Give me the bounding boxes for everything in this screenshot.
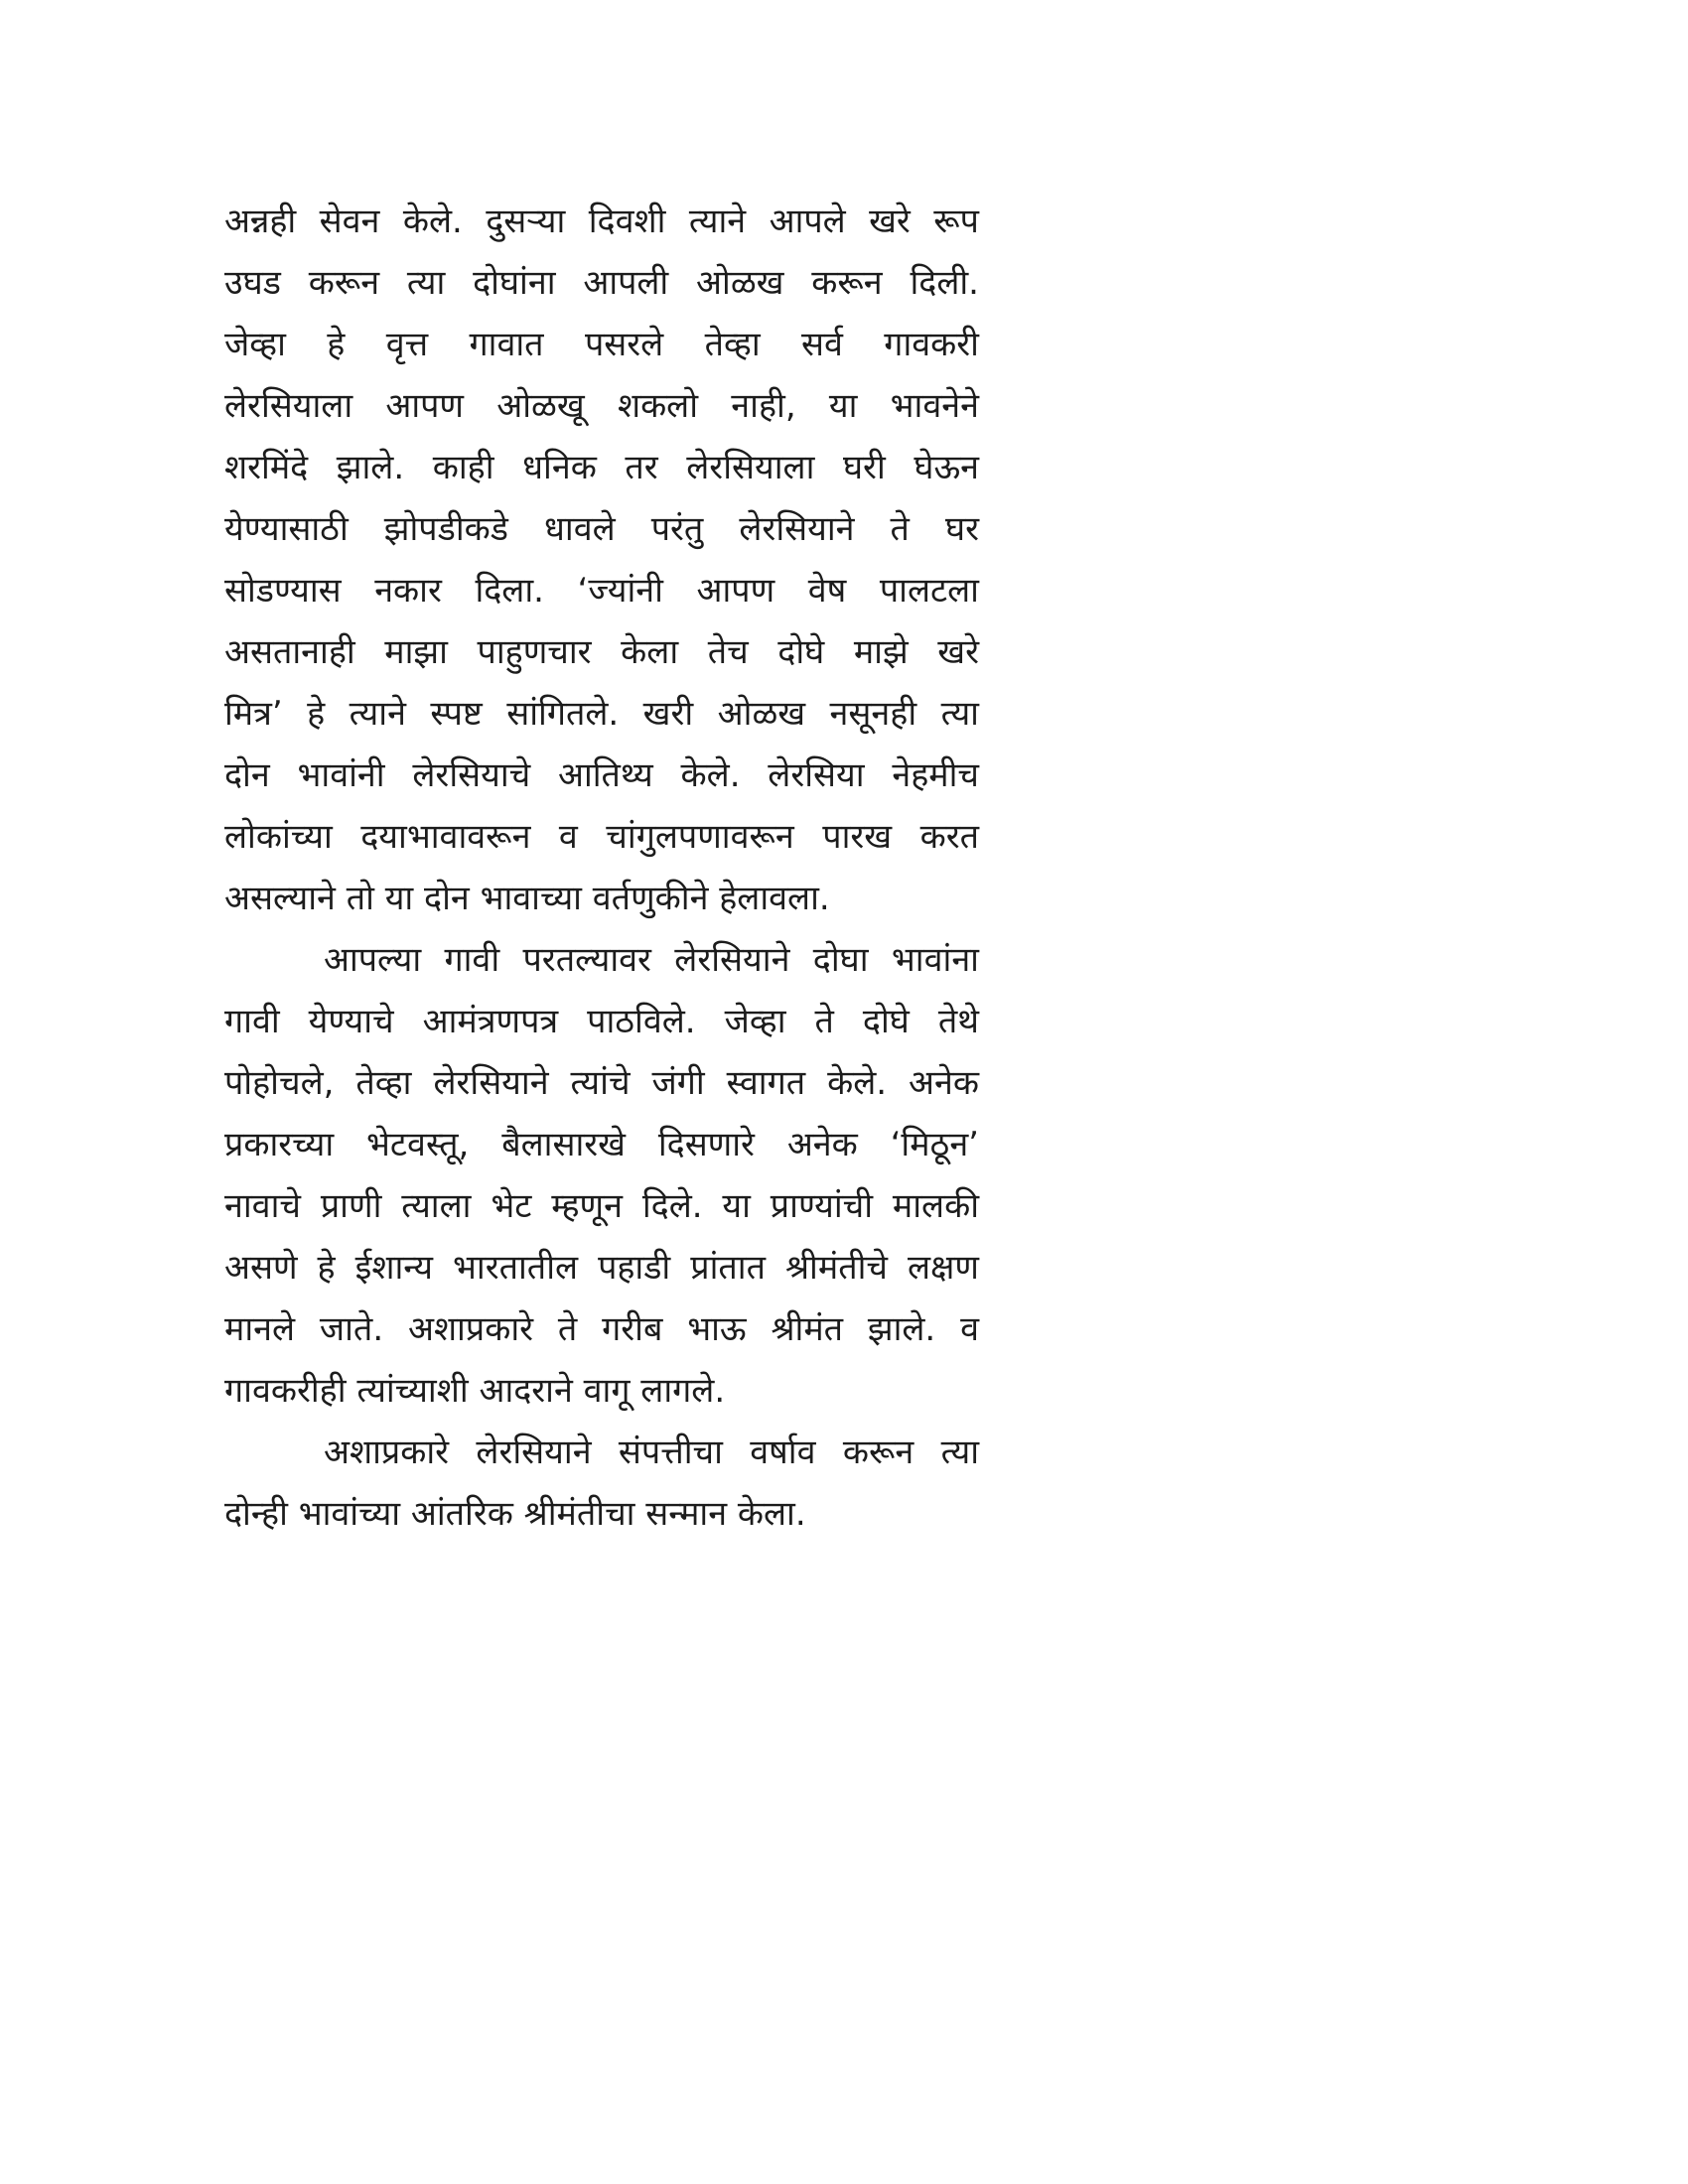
text-line: लोकांच्या दयाभावावरून व चांगुलपणावरून पारख करत [224, 817, 979, 857]
text-line: आपल्या गावी परतल्यावर लेरसियाने दोघा भावांना [324, 940, 979, 980]
text-line: अन्नही सेवन केले. दुसऱ्या दिवशी त्याने आपले खरे रूप [224, 202, 979, 241]
text-line: असल्याने तो या दोन भावाच्या वर्तणुकीने हेलावला. [224, 879, 830, 918]
paragraph-3 [224, 1422, 979, 1545]
text-line: दोन्ही भावांच्या आंतरिक श्रीमंतीचा सन्मान केला. [224, 1494, 806, 1534]
text-line: मानले जाते. अशाप्रकारे ते गरीब भाऊ श्रीमंत झाले. व [224, 1309, 979, 1349]
text-line: लेरसियाला आपण ओळखू शकलो नाही, या भावनेने [224, 386, 979, 426]
paragraph-1 [224, 191, 979, 929]
text-line: प्रकारच्या भेटवस्तू, बैलासारखे दिसणारे अनेक ‘मिठून’ [224, 1125, 979, 1164]
text-line: असतानाही माझा पाहुणचार केला तेच दोघे माझे खरे [224, 632, 979, 672]
text-line: मित्र’ हे त्याने स्पष्ट सांगितले. खरी ओळख नसूनही त्या [224, 694, 979, 734]
text-line: नावाचे प्राणी त्याला भेट म्हणून दिले. या प्राण्यांची मालकी [224, 1186, 979, 1226]
text-line: असणे हे ईशान्य भारतातील पहाडी प्रांतात श्रीमंतीचे लक्षण [224, 1248, 979, 1288]
paragraph-2 [224, 929, 979, 1422]
text-line: पोहोचले, तेव्हा लेरसियाने त्यांचे जंगी स्वागत केले. अनेक [224, 1063, 979, 1103]
text-line: अशाप्रकारे लेरसियाने संपत्तीचा वर्षाव करून त्या [324, 1433, 979, 1472]
body-text [224, 191, 979, 1545]
text-line: गावी येण्याचे आमंत्रणपत्र पाठविले. जेव्हा ते दोघे तेथे [224, 1002, 979, 1041]
text-line: येण्यासाठी झोपडीकडे धावले परंतु लेरसियाने ते घर [224, 509, 979, 549]
text-line: जेव्हा हे वृत्त गावात पसरले तेव्हा सर्व गावकरी [224, 325, 979, 364]
text-line: गावकरीही त्यांच्याशी आदराने वागू लागले. [224, 1371, 726, 1411]
text-line: सोडण्यास नकार दिला. ‘ज्यांनी आपण वेष पालटला [224, 571, 979, 611]
text-line: दोन भावांनी लेरसियाचे आतिथ्य केले. लेरसिया नेहमीच [224, 755, 979, 795]
text-line: उघड करून त्या दोघांना आपली ओळख करून दिली. [224, 263, 979, 303]
text-line: शरमिंदे झाले. काही धनिक तर लेरसियाला घरी घेऊन [224, 448, 979, 487]
